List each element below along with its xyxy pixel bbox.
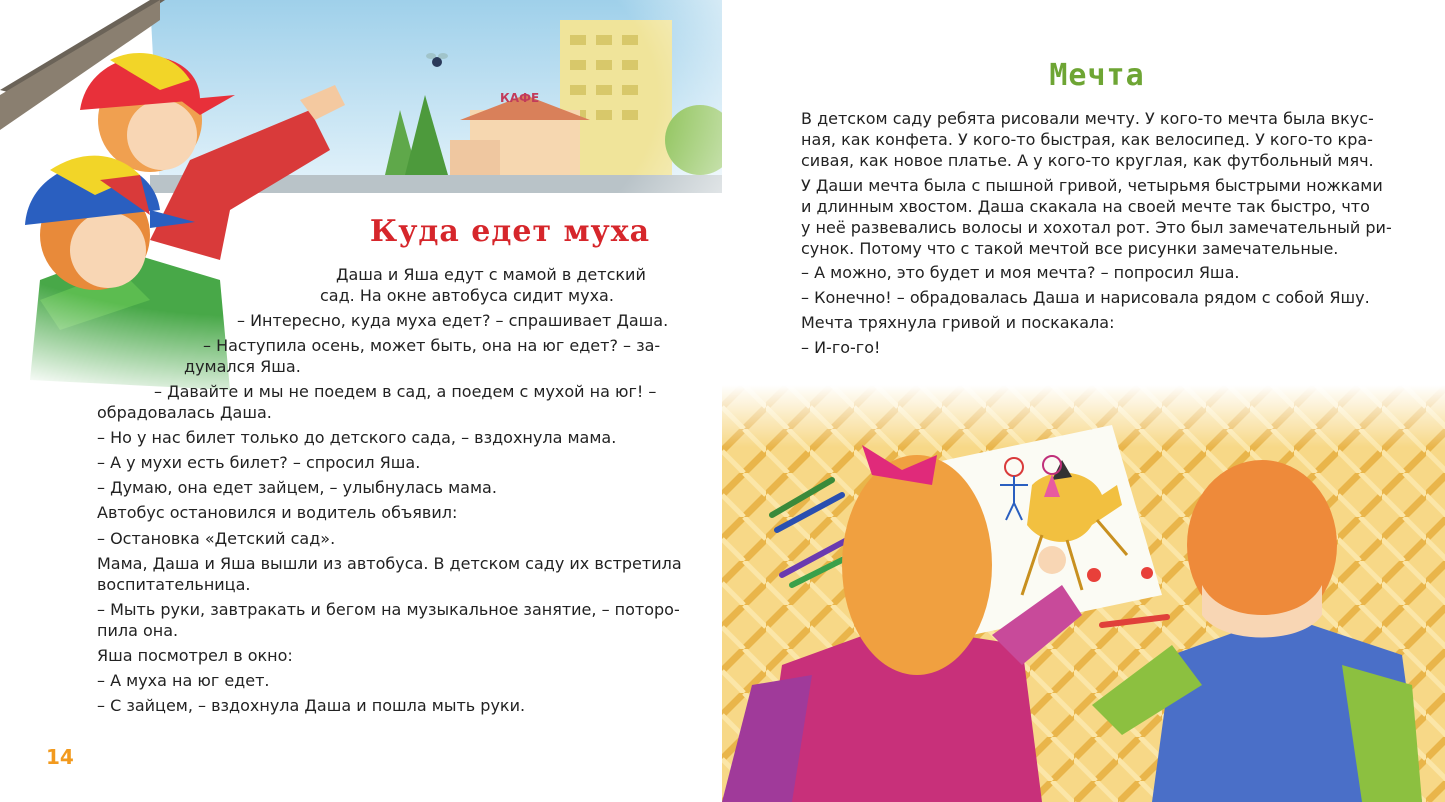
- text-line: – Но у нас билет только до детского сада, – вздохнула мама.: [97, 428, 617, 447]
- text-line: – Наступила осень, может быть, она на юг едет? – за-: [203, 336, 661, 355]
- text-line: – Конечно! – обрадовалась Даша и нарисовала рядом с собой Яшу.: [801, 288, 1370, 307]
- text-line: – А у мухи есть билет? – спросил Яша.: [97, 453, 421, 472]
- text-line: и длинным хвостом. Даша скакала на своей мечте так быстро, что: [801, 197, 1370, 216]
- text-line: В детском саду ребята рисовали мечту. У кого-то мечта была вкус-: [801, 109, 1374, 128]
- text-line: сад. На окне автобуса сидит муха.: [320, 286, 614, 305]
- text-line: думался Яша.: [184, 357, 301, 376]
- drawing-children-illustration: [722, 385, 1445, 802]
- text-line: сунок. Потому что с такой мечтой все рисунки замечательные.: [801, 239, 1339, 258]
- text-line: – С зайцем, – вздохнула Даша и пошла мыть руки.: [97, 696, 526, 715]
- text-line: сивая, как новое платье. А у кого-то круглая, как футбольный мяч.: [801, 151, 1374, 170]
- text-line: – Остановка «Детский сад».: [97, 529, 336, 548]
- right-page: [722, 0, 1445, 802]
- text-line: у неё развевались волосы и хохотал рот. Это был замечательный ри-: [801, 218, 1392, 237]
- story-title-right: Мечта: [1049, 58, 1145, 93]
- text-line: – Интересно, куда муха едет? – спрашивает Даша.: [237, 311, 669, 330]
- text-line: Яша посмотрел в окно:: [97, 646, 293, 665]
- story-title-left: Куда едет муха: [369, 214, 651, 249]
- text-line: Автобус остановился и водитель объявил:: [97, 503, 458, 522]
- text-line: Мечта тряхнула гривой и поскакала:: [801, 313, 1115, 332]
- text-line: – А можно, это будет и моя мечта? – попросил Яша.: [801, 263, 1240, 282]
- text-line: – Мыть руки, завтракать и бегом на музыкальное занятие, – поторо-: [97, 600, 680, 619]
- text-line: Даша и Яша едут с мамой в детский: [336, 265, 646, 284]
- text-line: Мама, Даша и Яша вышли из автобуса. В детском саду их встретила: [97, 554, 682, 573]
- page-number: 14: [46, 745, 74, 769]
- text-line: обрадовалась Даша.: [97, 403, 272, 422]
- bus-window-illustration: [0, 0, 722, 390]
- left-page: [0, 0, 722, 802]
- text-line: – Давайте и мы не поедем в сад, а поедем с мухой на юг! –: [154, 382, 657, 401]
- text-line: пила она.: [97, 621, 179, 640]
- text-line: воспитательница.: [97, 575, 251, 594]
- text-line: – А муха на юг едет.: [97, 671, 270, 690]
- text-line: – И-го-го!: [801, 338, 881, 357]
- text-line: У Даши мечта была с пышной гривой, четырьмя быстрыми ножками: [801, 176, 1383, 195]
- text-line: – Думаю, она едет зайцем, – улыбнулась мама.: [97, 478, 497, 497]
- text-line: ная, как конфета. У кого-то быстрая, как велосипед. У кого-то кра-: [801, 130, 1373, 149]
